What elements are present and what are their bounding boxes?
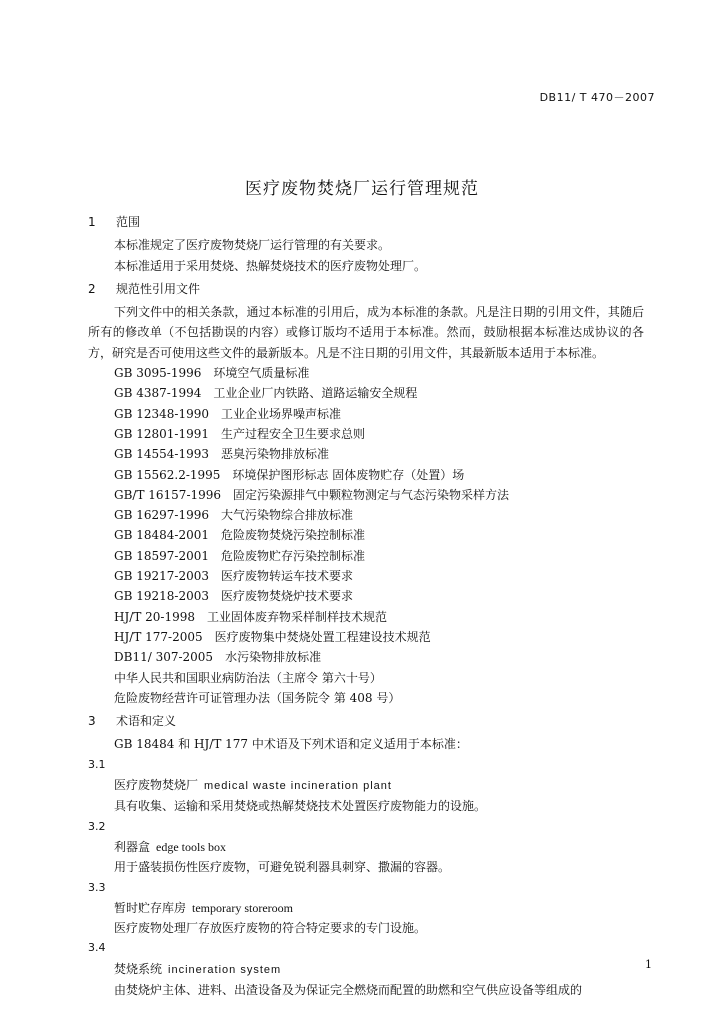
references-intro: 下列文件中的相关条款，通过本标准的引用后，成为本标准的条款。凡是注日期的引用文件，其随后所有的修改单（不包括勘误的内容）或修订版均不适用于本标准。然而，鼓励根据本标准达成协议的各方，研究是否可使用这些文件的最新版本。凡是不注日期的引用文件，其最新版本适用于本标准。: [88, 305, 644, 360]
term-definition: 具有收集、运输和采用焚烧或热解焚烧技术处置医疗废物能力的设施。: [114, 799, 487, 814]
reference-item: GB 16297-1996 大气污染物综合排放标准: [114, 508, 353, 523]
reference-item: GB 3095-1996 环境空气质量标准: [114, 366, 310, 381]
reference-item: GB 18484-2001 危险废物焚烧污染控制标准: [114, 528, 365, 543]
term-en: temporary storeroom: [192, 900, 293, 915]
scope-line-2: 本标准适用于采用焚烧、热解焚烧技术的医疗废物处理厂。: [114, 258, 427, 273]
section-title: 范围: [116, 215, 141, 229]
section-number: 3: [88, 714, 96, 729]
reference-item: GB 19218-2003 医疗废物焚烧炉技术要求: [114, 589, 353, 604]
term-en: edge tools box: [156, 839, 227, 854]
terms-intro: GB 18484 和 HJ/T 177 中术语及下列术语和定义适用于本标准：: [114, 737, 468, 752]
term-number: 3.1: [88, 757, 106, 771]
term-number: 3.4: [88, 941, 106, 955]
term-definition: 由焚烧炉主体、进料、出渣设备及为保证完全燃烧而配置的助燃和空气供应设备等组成的: [114, 982, 583, 997]
term-heading: [88, 837, 644, 857]
term-zh: 利器盒: [114, 839, 151, 854]
term-number: 3.2: [88, 819, 106, 833]
term-zh: 焚烧系统: [114, 961, 163, 976]
reference-item: GB 4387-1994 工业企业厂内铁路、道路运输安全规程: [114, 386, 418, 401]
section-number: 2: [88, 281, 96, 296]
term-heading: [88, 775, 644, 796]
reference-list: [88, 363, 644, 708]
reference-item: HJ/T 177-2005 医疗废物集中焚烧处置工程建设技术规范: [114, 629, 431, 644]
section-title: 规范性引用文件: [116, 281, 201, 296]
term-heading: [88, 959, 644, 980]
term-number: 3.3: [88, 880, 106, 894]
reference-item: GB 19217-2003 医疗废物转运车技术要求: [114, 569, 353, 584]
page-title: 医疗废物焚烧厂运行管理规范: [245, 179, 479, 199]
reference-item: GB 14554-1993 恶臭污染物排放标准: [114, 447, 329, 462]
reference-item: GB 12801-1991 生产过程安全卫生要求总则: [114, 426, 365, 441]
term-heading: [88, 898, 644, 918]
section-title: 术语和定义: [116, 714, 177, 729]
reference-item: HJ/T 20-1998 工业固体废弃物采样制样技术规范: [114, 609, 388, 624]
reference-item: GB 15562.2-1995 环境保护图形标志 固体废物贮存（处置）场: [114, 467, 465, 482]
reference-item: GB 18597-2001 危险废物贮存污染控制标准: [114, 548, 365, 563]
term-en: incineration system: [168, 963, 282, 976]
document-body: [88, 212, 644, 1000]
reference-item: 危险废物经营许可证管理办法（国务院令 第 408 号）: [114, 690, 401, 705]
scope-line-1: 本标准规定了医疗废物焚烧厂运行管理的有关要求。: [114, 238, 391, 253]
section-heading-terms: [88, 711, 644, 731]
page-number: 1: [645, 958, 652, 971]
section-heading-references: [88, 279, 644, 299]
term-zh: 暂时贮存库房: [114, 900, 187, 915]
reference-item: 中华人民共和国职业病防治法（主席令 第六十号）: [114, 670, 382, 685]
reference-item: DB11/ 307-2005 水污染物排放标准: [114, 650, 322, 665]
term-zh: 医疗废物焚烧厂: [114, 778, 199, 793]
section-heading-scope: [88, 212, 644, 232]
term-definition: 医疗废物处理厂存放医疗废物的符合特定要求的专门设施。: [114, 921, 427, 936]
term-en: medical waste incineration plant: [204, 780, 392, 793]
reference-item: GB 12348-1990 工业企业场界噪声标准: [114, 406, 341, 421]
section-number: 1: [88, 215, 96, 229]
reference-item: GB/T 16157-1996 固定污染源排气中颗粒物测定与气态污染物采样方法: [114, 487, 510, 502]
document-code: DB11/ T 470－2007: [539, 91, 655, 104]
term-definition: 用于盛装损伤性医疗废物，可避免锐利器具刺穿、撒漏的容器。: [114, 860, 451, 875]
